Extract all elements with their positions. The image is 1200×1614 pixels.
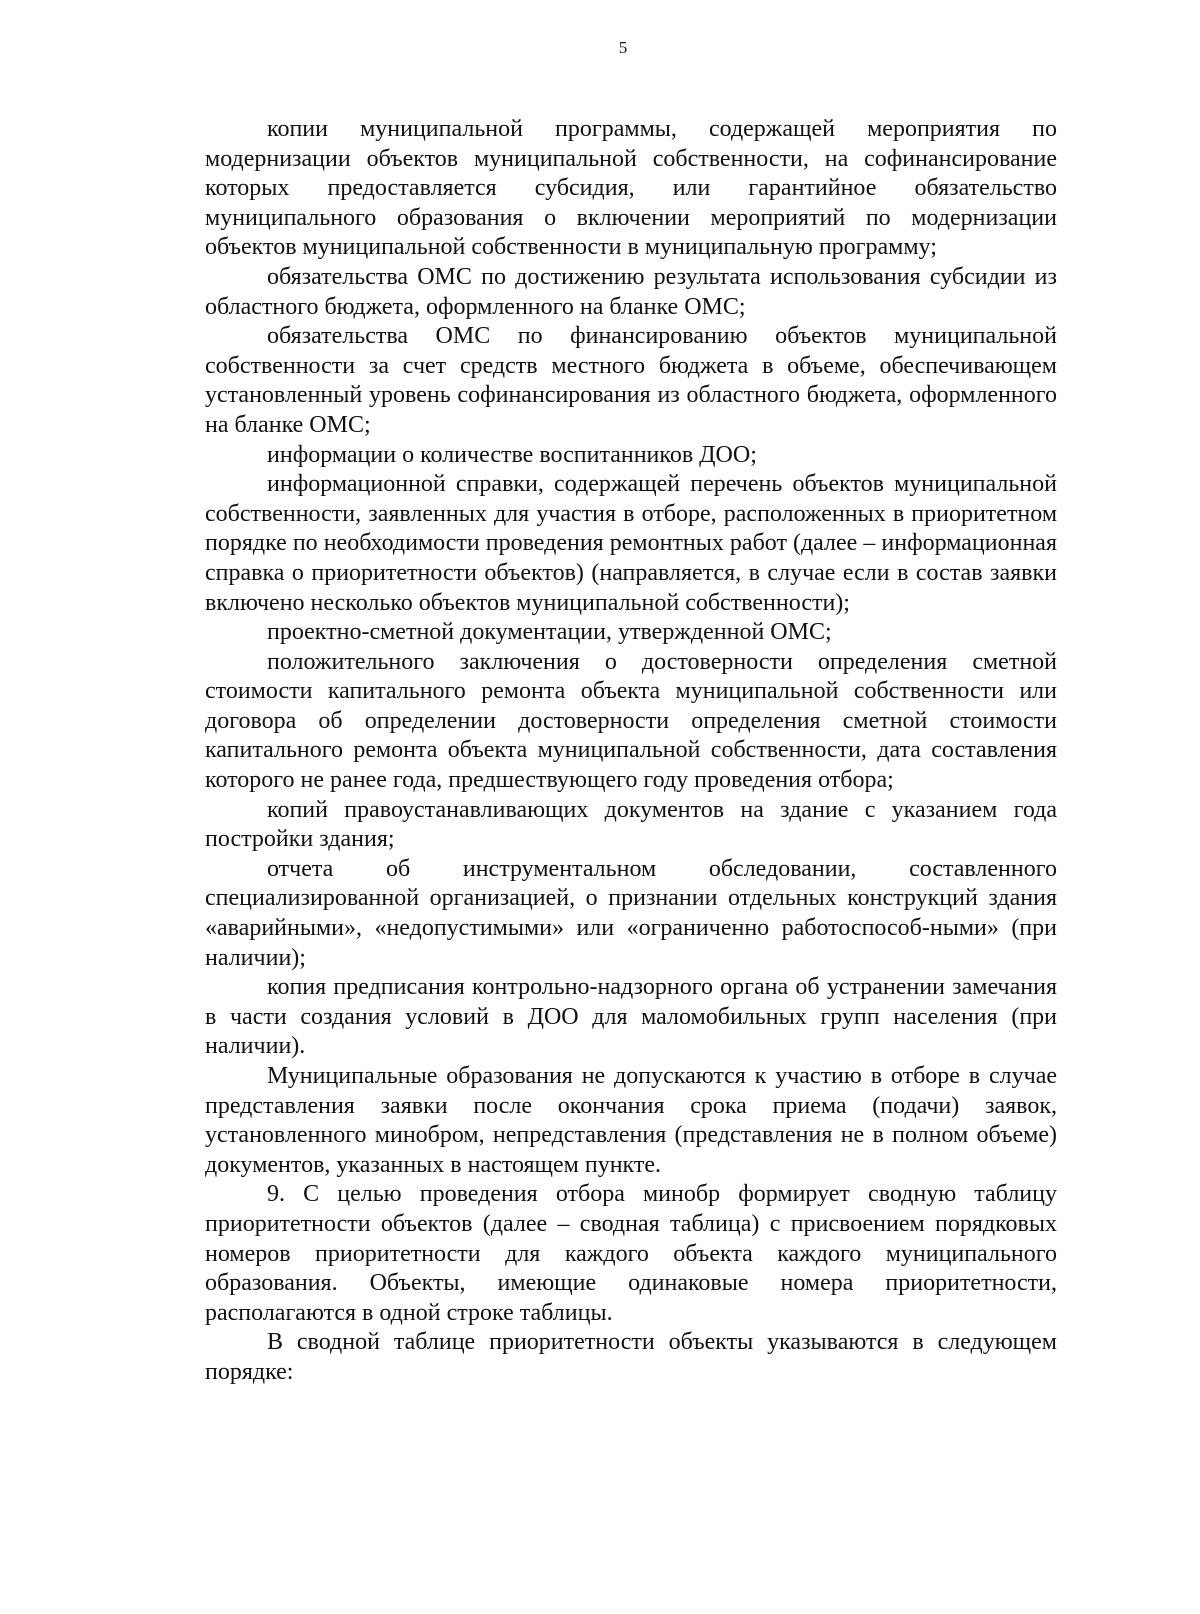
paragraph-inspection-report: отчета об инструментальном обследовании, составленного специализированной организацией, о признании отдельных конструкций здания «аварийными», «недопустимыми» или «ограниченно работоспособ-ными» (при наличии); <box>205 855 1057 971</box>
page-number: 5 <box>618 38 628 57</box>
paragraph-program-copy: копии муниципальной программы, содержащей мероприятия по модернизации объектов муниципальной собственности, на софинансирование которых предоставляется субсидия, или гарантийное обязательство муниципального образования о включении мероприятий по модернизации объектов муниципальной собственности в муниципальную программу; <box>205 116 1057 261</box>
paragraph-financing-obligation: обязательства ОМС по финансированию объектов муниципальной собственности за счет средств местного бюджета в объеме, обеспечивающем установленный уровень софинансирования из областного бюджета, оформленного на бланке ОМС; <box>205 323 1057 438</box>
paragraph-result-obligation: обязательства ОМС по достижению результата использования субсидии из областного бюджета, оформленного на бланке ОМС; <box>205 263 1057 320</box>
paragraph-design-documentation: проектно-сметной документации, утвержденной ОМС; <box>267 619 832 646</box>
paragraph-pupil-count: информации о количестве воспитанников ДОО; <box>267 441 757 468</box>
paragraph-item-9: 9. С целью проведения отбора минобр формирует сводную таблицу приоритетности объектов (далее – сводная таблица) с присвоением порядковых номеров приоритетности для каждого объекта каждого муниципального образования. Объекты, имеющие одинаковые номера приоритетности, располагаются в одной строке таблицы. <box>205 1181 1057 1326</box>
paragraph-title-documents: копий правоустанавливающих документов на здание с указанием года постройки здания; <box>205 796 1057 853</box>
paragraph-table-order: В сводной таблице приоритетности объекты указываются в следующем порядке: <box>205 1329 1057 1385</box>
paragraph-positive-conclusion: положительного заключения о достоверности определения сметной стоимости капитального ремонта объекта муниципальной собственности или договора об определении достоверности определения сметной стоимости капитального ремонта объекта муниципальной собственности, дата составления которого не ранее года, предшествующего году проведения отбора; <box>205 648 1057 794</box>
paragraph-supervisory-order: копия предписания контрольно-надзорного органа об устранении замечания в части создания условий в ДОО для маломобильных групп населения (при наличии). <box>205 974 1057 1060</box>
document-body <box>205 115 1057 1388</box>
paragraph-exclusion-rule: Муниципальные образования не допускаются к участию в отборе в случае представления заявки после окончания срока приема (подачи) заявок, установленного минобром, непредставления (представления не в полном объеме) документов, указанных в настоящем пункте. <box>205 1063 1057 1178</box>
paragraph-info-reference: информационной справки, содержащей перечень объектов муниципальной собственности, заявленных для участия в отборе, расположенных в приоритетном порядке по необходимости проведения ремонтных работ (далее – информационная справка о приоритетности объектов) (направляется, в случае если в состав заявки включено несколько объектов муниципальной собственности); <box>205 471 1057 616</box>
